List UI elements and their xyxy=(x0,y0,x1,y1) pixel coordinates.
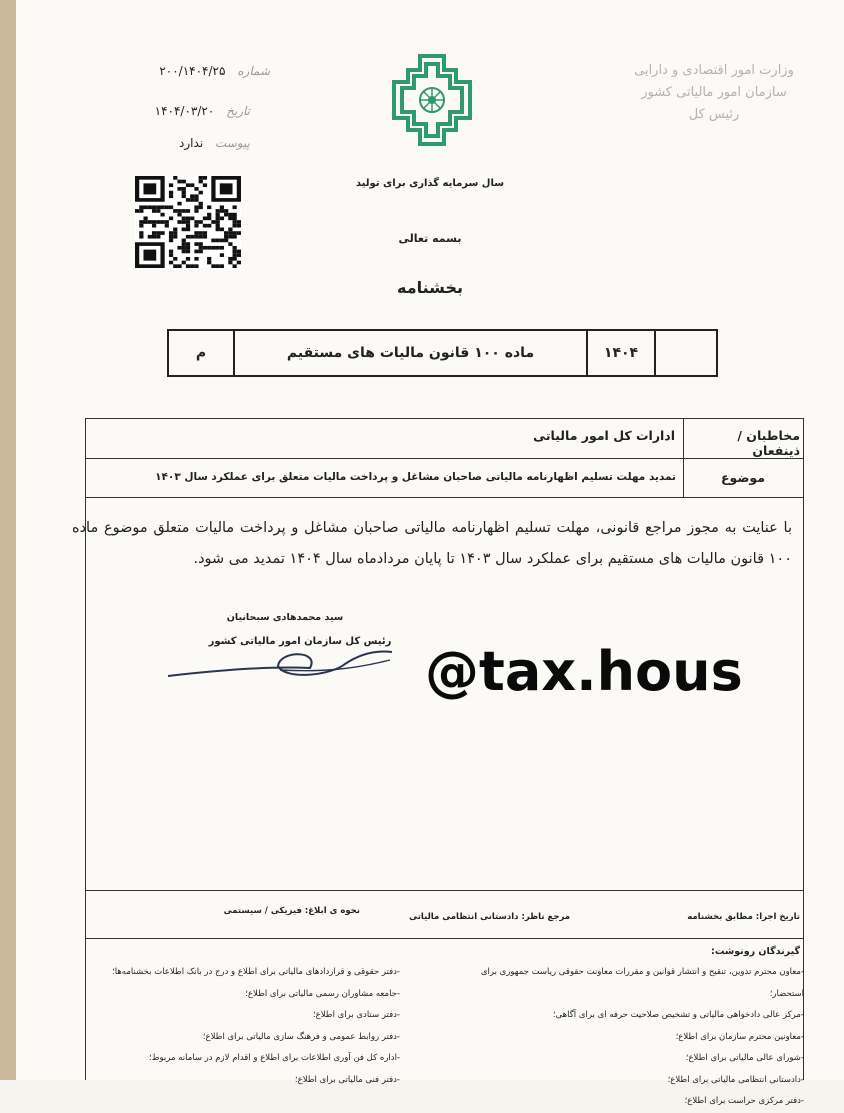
cc-item: -اداره کل فن آوری اطلاعات برای اطلاع و اقدام لازم در سامانه مربوط؛ xyxy=(148,1053,400,1063)
cc-list-right xyxy=(444,962,804,1113)
cc-item: -دفتر مرکزی حراست برای اطلاع؛ xyxy=(684,1096,804,1106)
subject-label: موضوع xyxy=(720,470,765,485)
letter-date: تاریخ ۱۴۰۴/۰۳/۲۰ xyxy=(154,104,250,118)
letter-attachment: پیوست ندارد xyxy=(179,136,250,150)
document-type-title: بخشنامه xyxy=(397,278,463,297)
cc-item: -معاون محترم تدوین، تنقیح و انتشار قوانین و مقررات معاونت حقوقی ریاست جمهوری برای استحضار؛ xyxy=(480,967,804,999)
divider xyxy=(85,890,804,891)
divider xyxy=(683,418,684,498)
handwritten-signature xyxy=(160,640,400,685)
cc-item: -دادستانی انتظامی مالیاتی برای اطلاع؛ xyxy=(667,1074,804,1085)
reference-cell-letter: م xyxy=(168,330,234,376)
signatory-name: سید محمدهادی سبحانیان xyxy=(226,612,344,623)
addressees-value: ادارات کل امور مالیاتی xyxy=(533,428,675,443)
cc-item: -دفتر روابط عمومی و فرهنگ سازی مالیاتی برای اطلاع؛ xyxy=(202,1031,400,1042)
cc-item: -دفتر فنی مالیاتی برای اطلاع؛ xyxy=(294,1074,400,1085)
cc-item: -شورای عالی مالیاتی برای اطلاع؛ xyxy=(685,1053,804,1063)
divider xyxy=(85,458,804,459)
divider xyxy=(85,497,804,498)
exec-date: تاریخ اجرا: مطابق بخشنامه xyxy=(687,912,800,922)
divider xyxy=(85,938,804,939)
cc-item: -مرکز عالی دادخواهی مالیاتی و تشخیص صلاحیت حرفه ای برای آگاهی؛ xyxy=(552,1010,804,1020)
cc-item: -دفتر ستادی برای اطلاع؛ xyxy=(312,1010,400,1020)
signatory-title: رئیس کل سازمان امور مالیاتی کشور xyxy=(208,636,392,647)
year-slogan: سال سرمایه گذاری برای تولید xyxy=(355,178,505,189)
cc-item: -معاونین محترم سازمان برای اطلاع؛ xyxy=(675,1031,804,1042)
tax-organization-logo xyxy=(390,52,474,148)
qr-code xyxy=(135,176,241,268)
addressees-label: مخاطبان / ذینفعان xyxy=(737,428,800,458)
subject-value: تمدید مهلت تسلیم اظهارنامه مالیاتی صاحبان مشاغل و پرداخت مالیات متعلق برای عملکرد سال ۱۴۰۳ xyxy=(155,471,676,483)
watermark-handle: @tax.hous xyxy=(425,640,743,703)
notification-method: نحوه ی ابلاغ: فیزیکی / سیستمی xyxy=(223,906,360,916)
cc-list-left xyxy=(40,962,400,1091)
page-edge xyxy=(0,0,16,1080)
ministry-header: وزارت امور اقتصادی و دارایی سازمان امور مالیاتی کشور رئیس کل xyxy=(634,63,794,122)
reference-cell-year: ۱۴۰۴ xyxy=(587,330,655,376)
invocation: بسمه تعالی xyxy=(398,232,462,245)
circular-body-text: با عنایت به مجوز مراجع قانونی، مهلت تسلیم اظهارنامه مالیاتی صاحبان مشاغل و پرداخت مالیات متعلق موضوع ماده ۱۰۰ قانون مالیات های مستقیم برای عملکرد سال ۱۴۰۳ تا پایان مردادماه سال ۱۴۰۴ تمدید می شود. xyxy=(72,520,792,567)
letter-number: شماره ۲۰۰/۱۴۰۴/۲۵ xyxy=(159,64,270,78)
reference-cell-article: ماده ۱۰۰ قانون مالیات های مستقیم xyxy=(234,330,587,376)
cc-title: گیرندگان رونوشت: xyxy=(711,946,800,957)
reference-cell-empty xyxy=(655,330,717,376)
cc-item: -جامعه مشاوران رسمی مالیاتی برای اطلاع؛ xyxy=(245,988,400,999)
cc-item: -دفتر حقوقی و قراردادهای مالیاتی برای اطلاع و درج در بانک اطلاعات بخشنامه‌ها؛ xyxy=(112,967,400,977)
reference-table xyxy=(167,329,718,377)
supervising-authority: مرجع ناظر: دادستانی انتظامی مالیاتی xyxy=(409,912,570,922)
